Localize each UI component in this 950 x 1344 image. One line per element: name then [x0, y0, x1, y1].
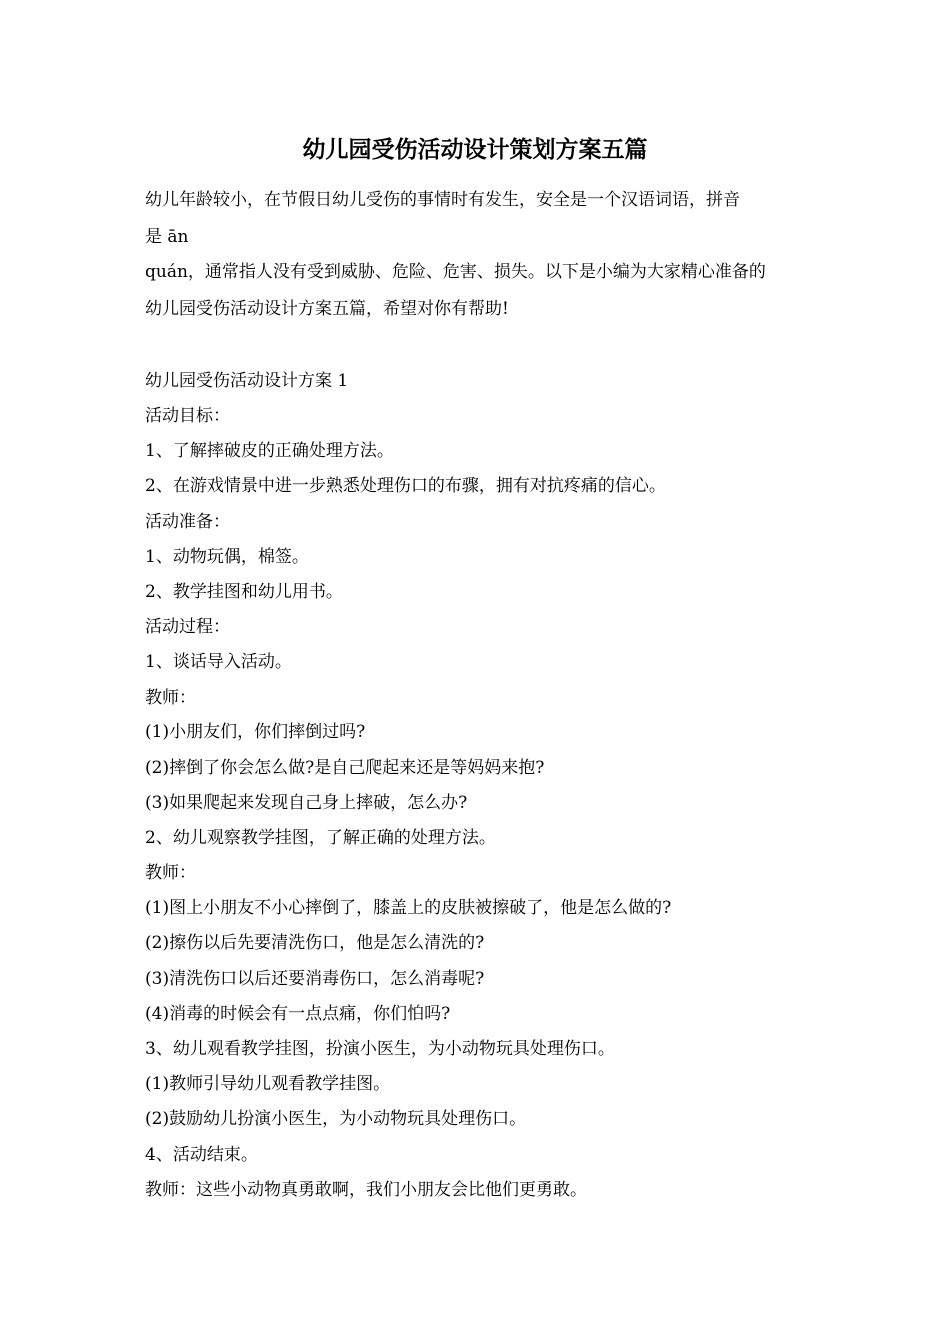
- body-line: 2、教学挂图和幼儿用书。: [145, 582, 343, 602]
- body-line: (3)如果爬起来发现自己身上摔破，怎么办?: [145, 793, 468, 813]
- section-heading: 幼儿园受伤活动设计方案 1: [145, 371, 349, 391]
- body-line: 1、动物玩偶，棉签。: [145, 547, 309, 567]
- body-line: (1)教师引导幼儿观看教学挂图。: [145, 1074, 391, 1094]
- intro-line-4: 幼儿园受伤活动设计方案五篇，希望对你有帮助!: [145, 299, 509, 319]
- body-line: 2、在游戏情景中进一步熟悉处理伤口的布骤，拥有对抗疼痛的信心。: [145, 476, 666, 496]
- body-line: (2)鼓励幼儿扮演小医生，为小动物玩具处理伤口。: [145, 1109, 527, 1129]
- intro-line-2: 是 ān: [145, 227, 189, 247]
- body-line: 教师：: [145, 863, 196, 883]
- body-line: (1)小朋友们，你们摔倒过吗?: [145, 722, 366, 742]
- intro-line-1: 幼儿年龄较小，在节假日幼儿受伤的事情时有发生，安全是一个汉语词语，拼音: [145, 190, 740, 210]
- body-line: 4、活动结束。: [145, 1145, 258, 1165]
- body-line: 活动目标：: [145, 406, 230, 426]
- body-line: (4)消毒的时候会有一点点痛，你们怕吗?: [145, 1004, 451, 1024]
- body-line: 1、了解摔破皮的正确处理方法。: [145, 441, 394, 461]
- document-title: 幼儿园受伤活动设计策划方案五篇: [302, 136, 648, 163]
- body-line: 教师：这些小动物真勇敢啊，我们小朋友会比他们更勇敢。: [145, 1180, 587, 1200]
- body-line: (2)擦伤以后先要清洗伤口，他是怎么清洗的?: [145, 933, 485, 953]
- body-line: (2)摔倒了你会怎么做?是自己爬起来还是等妈妈来抱?: [145, 758, 545, 778]
- body-line: 2、幼儿观察教学挂图，了解正确的处理方法。: [145, 828, 496, 848]
- body-line: 1、谈话导入活动。: [145, 652, 292, 672]
- body-line: 活动准备：: [145, 512, 230, 532]
- body-line: 教师：: [145, 688, 196, 708]
- intro-line-3: quán，通常指人没有受到威胁、危险、危害、损失。以下是小编为大家精心准备的: [145, 262, 766, 282]
- body-line: (1)图上小朋友不小心摔倒了，膝盖上的皮肤被擦破了，他是怎么做的?: [145, 898, 672, 918]
- body-line: 活动过程：: [145, 617, 230, 637]
- body-line: 3、幼儿观看教学挂图，扮演小医生，为小动物玩具处理伤口。: [145, 1039, 615, 1059]
- body-line: (3)清洗伤口以后还要消毒伤口，怎么消毒呢?: [145, 969, 485, 989]
